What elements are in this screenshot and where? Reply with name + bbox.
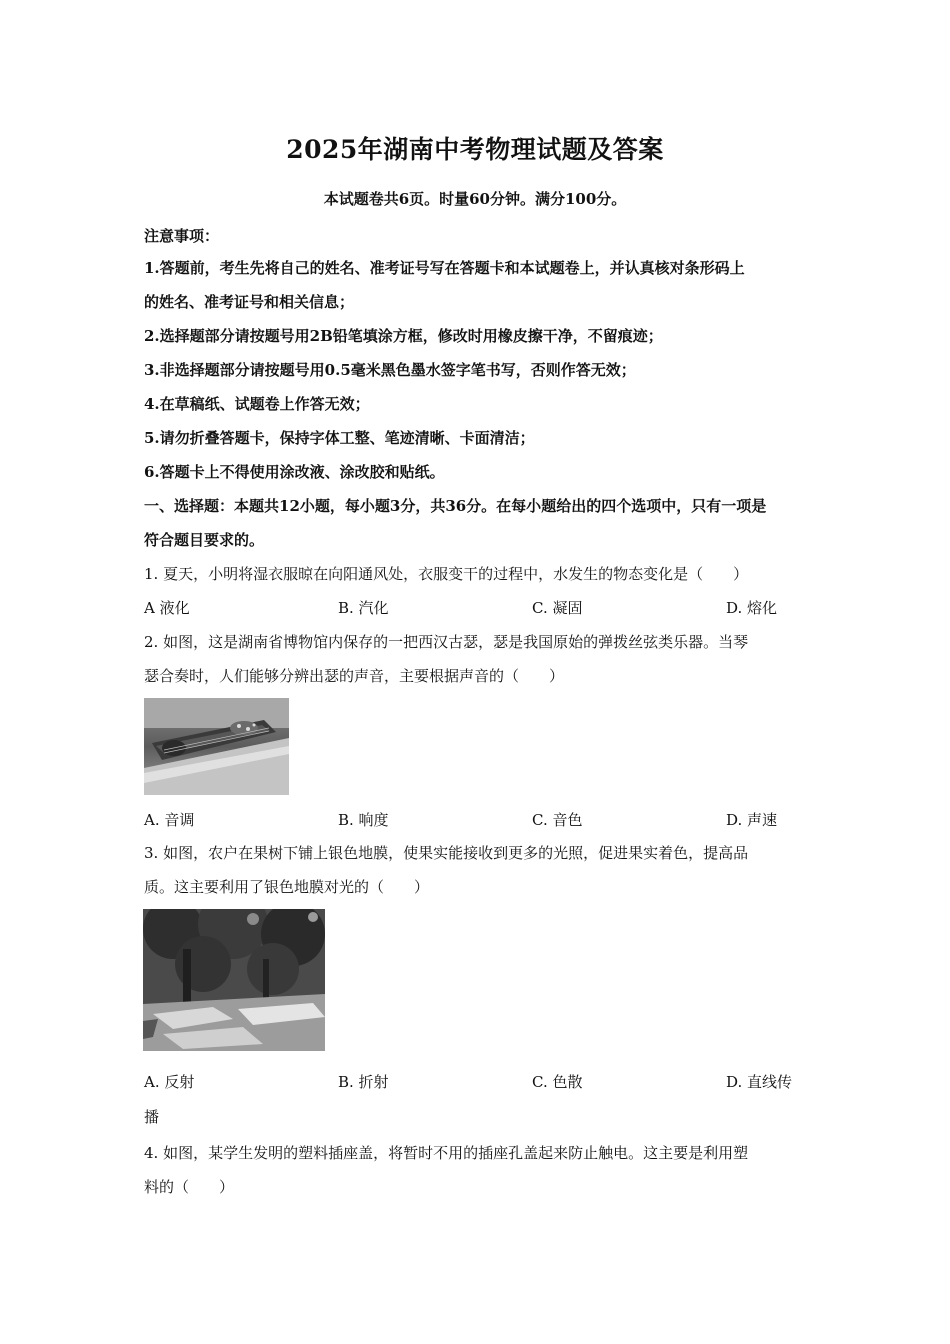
option-c: C. 凝固 xyxy=(532,599,583,617)
option-b: B. 折射 xyxy=(338,1073,389,1091)
orchard-film-photo xyxy=(143,909,325,1051)
question-3-stem: 3. 如图，农户在果树下铺上银色地膜，使果实能接收到更多的光照，促进果实着色，提高品 xyxy=(144,844,749,862)
option-b: B. 汽化 xyxy=(338,599,389,617)
note-5: 5.请勿折叠答题卡，保持字体工整、笔迹清晰、卡面清洁； xyxy=(144,429,535,447)
note-1: 1.答题前，考生先将自己的姓名、准考证号写在答题卡和本试题卷上，并认真核对条形码上 xyxy=(144,259,745,277)
option-d: D. 声速 xyxy=(726,811,778,829)
notes-heading: 注意事项： xyxy=(144,227,220,245)
note-3: 3.非选择题部分请按题号用0.5毫米黑色墨水签字笔书写，否则作答无效； xyxy=(144,361,636,379)
question-3-options xyxy=(144,1071,810,1091)
option-d-wrap: 播 xyxy=(144,1108,160,1126)
question-2-stem-cont: 瑟合奏时，人们能够分辨出瑟的声音，主要根据声音的（ ） xyxy=(144,667,565,685)
exam-info: 本试题卷共6页。时量60分钟。满分100分。 xyxy=(323,190,627,208)
option-d: D. 熔化 xyxy=(726,599,778,617)
question-4-stem-cont: 料的（ ） xyxy=(144,1178,235,1196)
option-c: C. 音色 xyxy=(532,811,583,829)
question-1-options xyxy=(144,597,810,617)
option-b: B. 响度 xyxy=(338,811,389,829)
question-4-stem: 4. 如图，某学生发明的塑料插座盖，将暂时不用的插座孔盖起来防止触电。这主要是利用塑 xyxy=(144,1144,749,1162)
note-6: 6.答题卡上不得使用涂改液、涂改胶和贴纸。 xyxy=(144,463,445,481)
option-a: A. 音调 xyxy=(144,811,195,829)
option-c: C. 色散 xyxy=(532,1073,583,1091)
section-heading-cont: 符合题目要求的。 xyxy=(144,531,265,549)
option-a: A 液化 xyxy=(144,599,190,617)
note-1-cont: 的姓名、准考证号和相关信息； xyxy=(144,293,355,311)
question-3-stem-cont: 质。这主要利用了银色地膜对光的（ ） xyxy=(144,878,430,896)
question-2-options xyxy=(144,809,810,829)
question-2-stem: 2. 如图，这是湖南省博物馆内保存的一把西汉古瑟，瑟是我国原始的弹拨丝弦类乐器。当琴 xyxy=(144,633,749,651)
section-heading: 一、选择题：本题共12小题，每小题3分，共36分。在每小题给出的四个选项中，只有一项是 xyxy=(144,497,767,515)
note-4: 4.在草稿纸、试题卷上作答无效； xyxy=(144,395,370,413)
question-1-stem: 1. 夏天，小明将湿衣服晾在向阳通风处，衣服变干的过程中，水发生的物态变化是（ ） xyxy=(144,565,749,583)
option-a: A. 反射 xyxy=(144,1073,195,1091)
guqin-se-photo xyxy=(144,698,289,795)
option-d: D. 直线传 xyxy=(726,1073,793,1091)
note-2: 2.选择题部分请按题号用2B铅笔填涂方框，修改时用橡皮擦干净，不留痕迹； xyxy=(144,327,663,345)
page-title: 2025年湖南中考物理试题及答案 xyxy=(286,135,664,164)
